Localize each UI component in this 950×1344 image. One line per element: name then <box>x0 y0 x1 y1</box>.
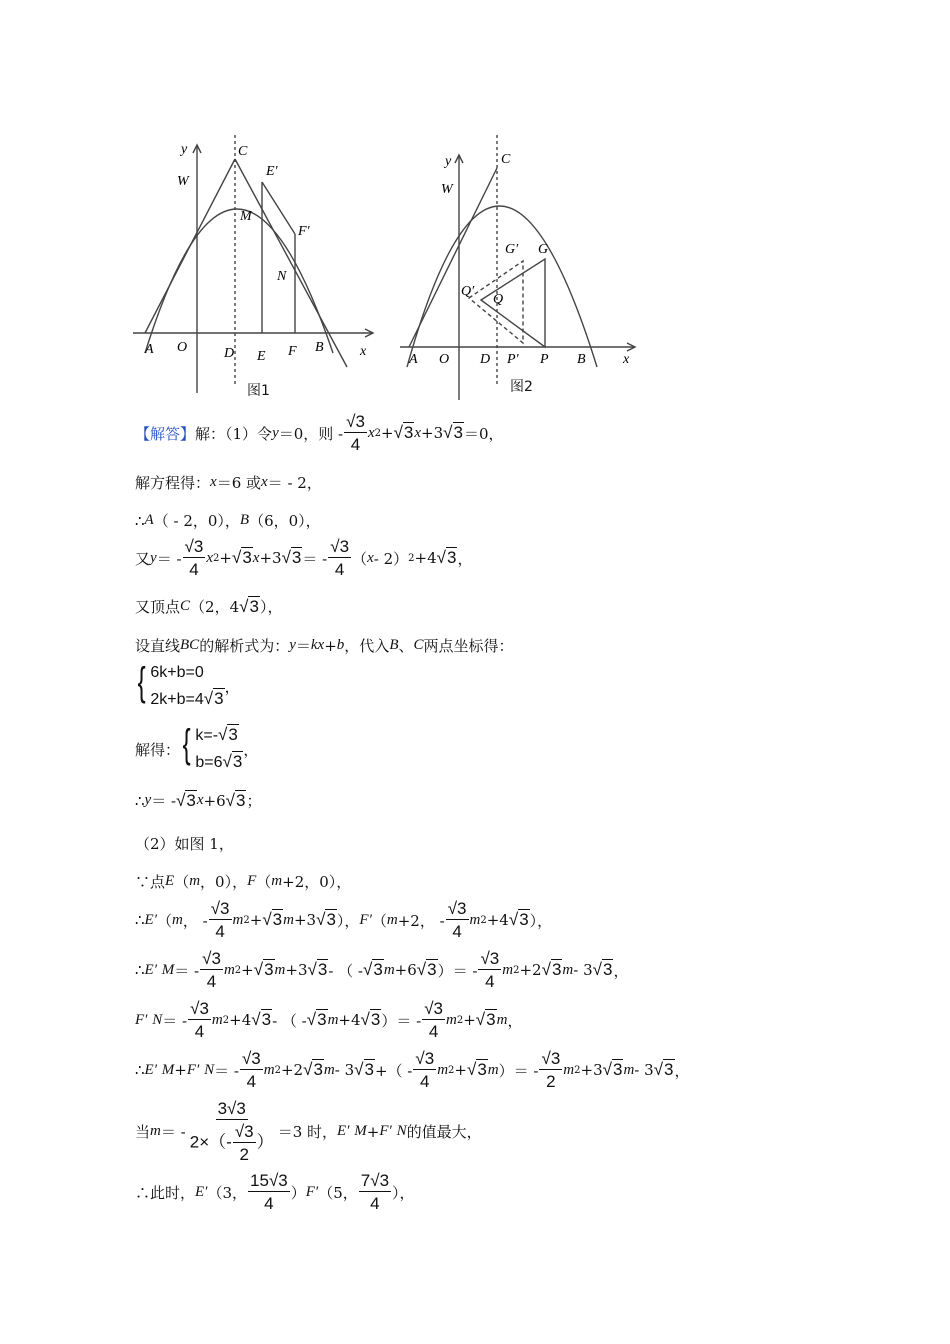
svg-text:A: A <box>409 352 418 367</box>
svg-text:G′: G′ <box>505 242 519 257</box>
svg-text:B: B <box>577 352 586 367</box>
solution-line-5: 又顶点 C （2，4 √3 ）， <box>135 596 283 616</box>
svg-text:O: O <box>177 340 188 355</box>
solution-line-3: ∴ A （ - 2，0）， B （6，0）， <box>135 511 321 530</box>
svg-text:M: M <box>240 209 252 224</box>
svg-text:Q′: Q′ <box>461 284 475 299</box>
figure-2-caption: 图2 <box>510 379 533 395</box>
svg-text:G: G <box>538 242 549 257</box>
svg-text:F′: F′ <box>298 224 310 239</box>
line-AC <box>145 159 235 333</box>
solution-line-6: 设直线 BC 的解析式为： y ＝ kx + b ，代入 B 、 C 两点坐标得： <box>135 636 514 655</box>
svg-text:W: W <box>441 182 453 197</box>
solution-line-15: ∴ E′ M + F′ N ＝ - $\frac{√3}{4}$ m 2 +2 √3 m - 3 √3 +（ - $\frac{√3}{4}$ m 2 + √3 m ）＝ - $\frac{√3}{2}$ m 2 +3 √3 m - 3 √3 ， <box>135 1049 690 1091</box>
solution-line-11: ∵点 E （ m ，0）， F （ m +2，0）， <box>135 873 352 891</box>
solution-line-16: 当 m ＝ - 3√3 2×（- $\frac{√3}{2}$ ） ＝3 时， E′ M + F′ N 的值最大， <box>135 1099 482 1164</box>
svg-text:A: A <box>145 342 154 357</box>
svg-text:W: W <box>177 174 189 189</box>
svg-text:x: x <box>360 344 367 359</box>
solution-line-14: F′ N ＝ - $\frac{√3}{4}$ m 2 +4 √3 - （ - √3 m +4 √3 ）＝ - $\frac{√3}{4}$ m 2 + √3 m ， <box>135 999 523 1041</box>
svg-text:E: E <box>257 349 266 364</box>
solution-line-13: ∴ E′ M ＝ - $\frac{√3}{4}$ m 2 + √3 m +3 √3 - （ - √3 m +6 √3 ）＝ - $\frac{√3}{4}$ m 2 +2 √3 m - 3 √3 ， <box>135 949 629 991</box>
line-AC <box>409 168 497 347</box>
solution-line-10: （2）如图 1， <box>135 835 234 853</box>
svg-text:y: y <box>445 154 452 169</box>
svg-text:D: D <box>224 346 235 361</box>
svg-text:C: C <box>238 144 248 159</box>
line-BC <box>235 159 347 367</box>
svg-text:x: x <box>623 352 630 367</box>
svg-text:P′: P′ <box>507 352 519 367</box>
svg-text:F: F <box>288 344 297 359</box>
svg-text:B: B <box>315 340 324 355</box>
svg-text:C: C <box>501 152 511 167</box>
figure-2 <box>395 135 650 405</box>
svg-text:y: y <box>181 142 188 157</box>
solution-line-9: ∴ y ＝ - √3 x +6 √3 ； <box>135 790 262 810</box>
solution-system-2: 解得： { k=-√3 b=6√3 ， <box>135 722 259 771</box>
solution-line-17: ∴此时， E′ （3， $\frac{15√3}{4}$ ） F′ （5， $\frac{7√3}{4}$ ）， <box>135 1171 415 1213</box>
solution-line-2: 解方程得： x ＝6 或 x ＝ - 2， <box>135 474 322 492</box>
solution-tag: 【解答】 <box>135 424 196 443</box>
solution-line-4: 又 y ＝ - $\frac{√3}{4}$ x 2 + √3 x +3 √3 ＝ - $\frac{√3}{4}$ （ x - 2） 2 +4 √3 ， <box>135 537 473 579</box>
svg-text:E′: E′ <box>266 164 278 179</box>
solution-line-1: 【解答】 解：（1）令 y ＝0，则 - $\frac{√3}{4}$ x 2 + √3 x +3 √3 ＝0， <box>135 412 504 454</box>
figure-1 <box>125 135 390 405</box>
svg-text:D: D <box>480 352 491 367</box>
svg-text:Q: Q <box>493 292 504 307</box>
svg-text:N: N <box>277 269 287 284</box>
svg-text:P: P <box>540 352 549 367</box>
svg-text:O: O <box>439 352 450 367</box>
figure-1-caption: 图1 <box>247 383 270 399</box>
solution-system-1: { 6k+b=0 2k+b=4√3 ， <box>137 660 240 708</box>
solution-line-12: ∴ E′ （ m ， - $\frac{√3}{4}$ m 2 + √3 m +3 √3 ）， F′ （ m +2， - $\frac{√3}{4}$ m 2 +4 √3 ）， <box>135 899 553 941</box>
